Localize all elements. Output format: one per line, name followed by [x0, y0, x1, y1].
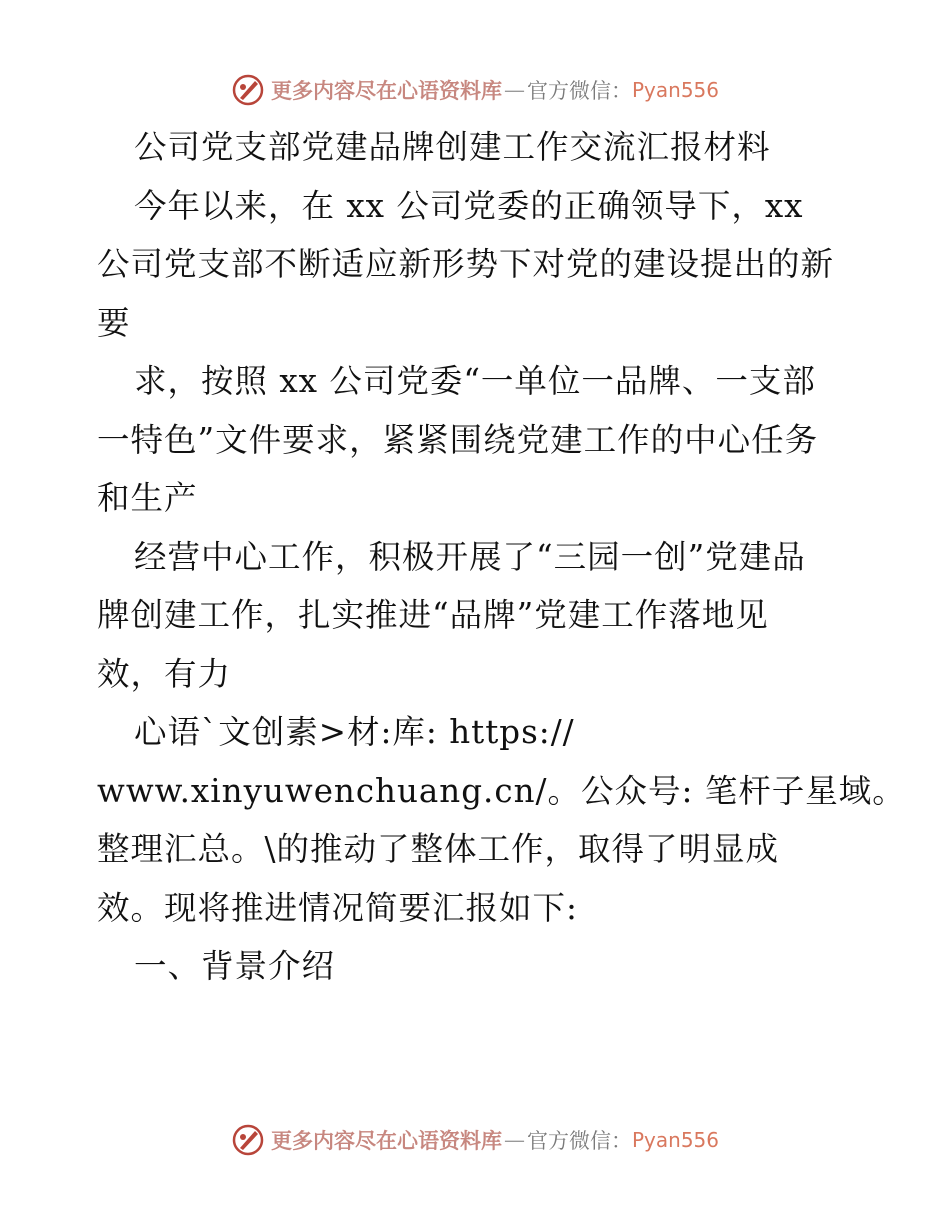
- quill-circle-logo-icon: [231, 1123, 265, 1157]
- paragraph-line: 效，有力: [97, 654, 232, 693]
- paragraph-line: 整理汇总。\的推动了整体工作，取得了明显成: [97, 830, 779, 868]
- banner-wechat-id: Pyan556: [631, 1128, 719, 1152]
- banner-wechat-label: 官方微信：: [526, 1129, 632, 1153]
- paragraph-line: 求，按照 xx 公司党委“一单位一品牌、一支部: [134, 362, 816, 400]
- paragraph-line: 公司党支部不断适应新形势下对党的建设提出的新: [97, 245, 835, 283]
- banner-main-text: 更多内容尽在心语资料库: [270, 1128, 502, 1153]
- paragraph-line: 效。现将推进情况简要汇报如下:: [97, 888, 578, 927]
- banner-wechat-id: Pyan556: [631, 78, 719, 102]
- paragraph-line: 一特色”文件要求，紧紧围绕党建工作的中心任务: [97, 420, 819, 459]
- section-heading: 一、背景介绍: [134, 947, 336, 985]
- paragraph-line: 牌创建工作，扎实推进“品牌”党建工作落地见: [97, 596, 769, 634]
- document-body: [97, 118, 906, 996]
- banner-separator: —: [503, 1128, 525, 1152]
- document-title: 公司党支部党建品牌创建工作交流汇报材料: [134, 128, 771, 166]
- paragraph-line: 心语`文创素>材:库: https://: [134, 713, 575, 751]
- banner-separator: —: [503, 78, 525, 102]
- footer-watermark-banner: [0, 1120, 950, 1160]
- banner-wechat-label: 官方微信：: [526, 79, 632, 103]
- header-watermark-banner: [0, 70, 950, 110]
- paragraph-line: 经营中心工作，积极开展了“三园一创”党建品: [134, 537, 806, 576]
- paragraph-line: 要: [97, 303, 131, 342]
- paragraph-line: 今年以来，在 xx 公司党委的正确领导下，xx: [134, 186, 804, 225]
- quill-circle-logo-icon: [231, 73, 265, 107]
- banner-main-text: 更多内容尽在心语资料库: [270, 78, 502, 103]
- paragraph-line: www.xinyuwenchuang.cn/。公众号: 笔杆子星域。: [97, 771, 906, 810]
- paragraph-line: 和生产: [97, 479, 198, 517]
